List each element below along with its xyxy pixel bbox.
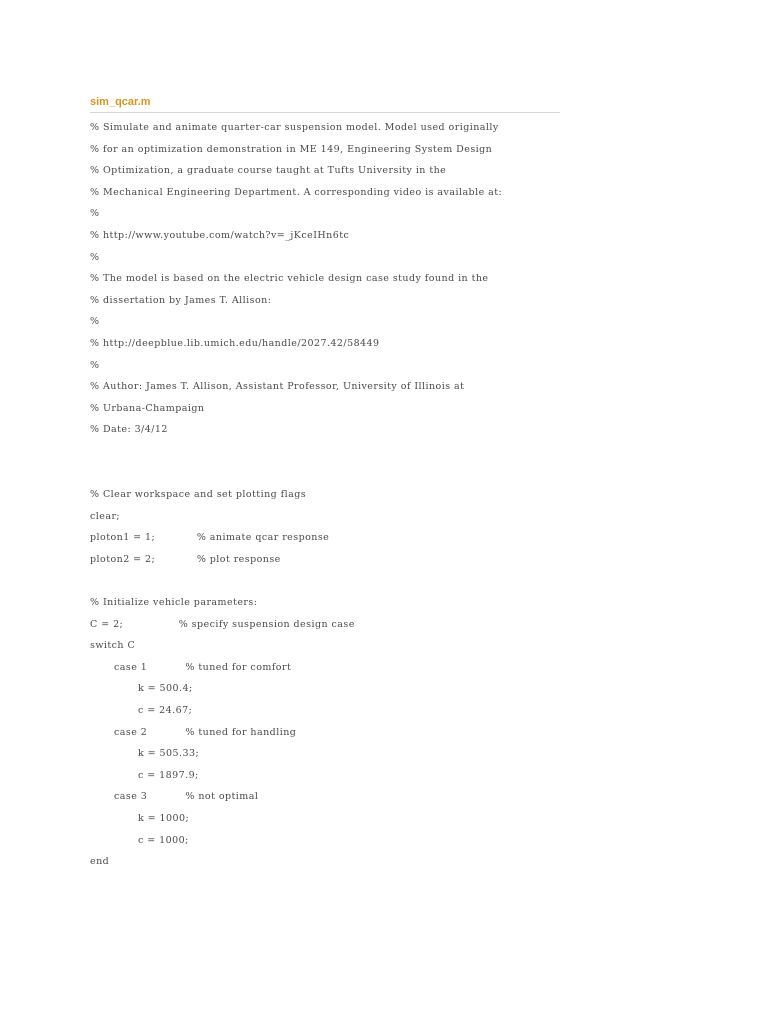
code-line: clear;: [90, 510, 121, 522]
comment-line: % Mechanical Engineering Department. A corresponding video is available at:: [90, 186, 503, 198]
comment-line: % Clear workspace and set plotting flags: [90, 489, 307, 501]
code-line: k = 500.4;: [138, 683, 193, 695]
comment-line: % Date: 3/4/12: [90, 424, 168, 436]
comment-line: %: [90, 251, 100, 263]
file-title: sim_qcar.m: [90, 96, 151, 108]
document: [90, 92, 560, 878]
blank-line: [90, 468, 560, 490]
code-line: ploton2 = 2; % plot response: [90, 553, 281, 565]
code-line: c = 24.67;: [138, 705, 193, 717]
comment-line: %: [90, 359, 100, 371]
blank-line: [90, 446, 560, 468]
comment-line: % Author: James T. Allison, Assistant Professor, University of Illinois at: [90, 381, 465, 393]
blank-line: [90, 575, 560, 597]
code-line: C = 2; % specify suspension design case: [90, 618, 355, 630]
code-line: c = 1000;: [138, 834, 189, 846]
comment-line: %: [90, 208, 100, 220]
comment-line: %: [90, 316, 100, 328]
code-line: k = 505.33;: [138, 748, 200, 760]
comment-line: % http://www.youtube.com/watch?v=_jKceIHn6tc: [90, 229, 350, 241]
comment-line: % dissertation by James T. Allison:: [90, 294, 272, 306]
comment-line: % The model is based on the electric vehicle design case study found in the: [90, 273, 489, 285]
code-block: [90, 122, 560, 878]
comment-line: % Urbana-Champaign: [90, 402, 205, 414]
comment-line: % Initialize vehicle parameters:: [90, 597, 258, 609]
code-line: ploton1 = 1; % animate qcar response: [90, 532, 330, 544]
code-line: case 3 % not optimal: [114, 791, 259, 803]
title-divider: [90, 112, 560, 113]
code-line: end: [90, 856, 110, 868]
comment-line: % for an optimization demonstration in ME 149, Engineering System Design: [90, 143, 493, 155]
code-line: k = 1000;: [138, 813, 190, 824]
code-line: case 2 % tuned for handling: [114, 726, 297, 738]
comment-line: % Simulate and animate quarter-car suspension model. Model used originally: [90, 122, 499, 133]
comment-line: % Optimization, a graduate course taught at Tufts University in the: [90, 165, 447, 177]
code-line: switch C: [90, 640, 136, 652]
code-line: c = 1897.9;: [138, 769, 199, 781]
comment-line: % http://deepblue.lib.umich.edu/handle/2027.42/58449: [90, 337, 380, 349]
code-line: case 1 % tuned for comfort: [114, 661, 292, 673]
